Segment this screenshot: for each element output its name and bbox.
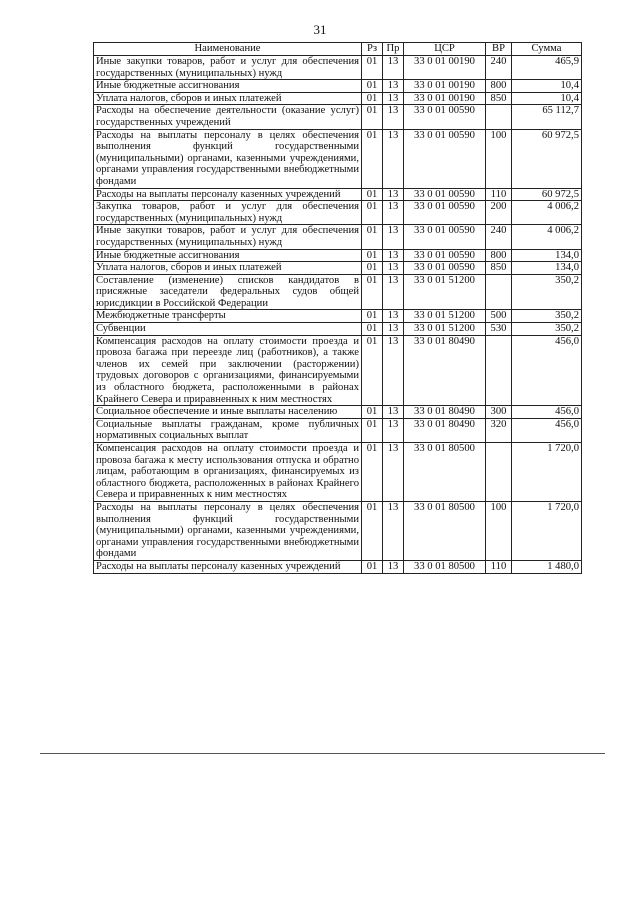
cell-csr: 33 0 01 00590 — [404, 105, 486, 129]
cell-rz: 01 — [362, 188, 383, 201]
cell-name: Расходы на выплаты персоналу казенных учреждений — [94, 188, 362, 201]
cell-name: Уплата налогов, сборов и иных платежей — [94, 92, 362, 105]
table-row — [94, 406, 582, 419]
cell-pr: 13 — [383, 323, 404, 336]
table-row — [94, 335, 582, 406]
cell-rz: 01 — [362, 418, 383, 442]
cell-rz: 01 — [362, 262, 383, 275]
cell-rz: 01 — [362, 310, 383, 323]
cell-rz: 01 — [362, 443, 383, 502]
table-row — [94, 225, 582, 249]
cell-csr: 33 0 01 00190 — [404, 56, 486, 80]
table-row — [94, 92, 582, 105]
cell-vr: 800 — [486, 80, 512, 93]
cell-name: Социальные выплаты гражданам, кроме публичных нормативных социальных выплат — [94, 418, 362, 442]
cell-rz: 01 — [362, 80, 383, 93]
cell-vr: 530 — [486, 323, 512, 336]
cell-name: Субвенции — [94, 323, 362, 336]
cell-pr: 13 — [383, 188, 404, 201]
cell-name: Уплата налогов, сборов и иных платежей — [94, 262, 362, 275]
cell-csr: 33 0 01 80500 — [404, 443, 486, 502]
table-header-row — [94, 43, 582, 56]
cell-csr: 33 0 01 80490 — [404, 406, 486, 419]
cell-csr: 33 0 01 00590 — [404, 201, 486, 225]
cell-pr: 13 — [383, 129, 404, 188]
cell-name: Иные закупки товаров, работ и услуг для обеспечения государственных (муниципальных) нужд — [94, 225, 362, 249]
cell-vr: 300 — [486, 406, 512, 419]
cell-sum: 4 006,2 — [512, 225, 582, 249]
cell-rz: 01 — [362, 201, 383, 225]
cell-csr: 33 0 01 00590 — [404, 188, 486, 201]
cell-pr: 13 — [383, 310, 404, 323]
cell-sum: 4 006,2 — [512, 201, 582, 225]
bottom-rule — [40, 753, 605, 754]
cell-csr: 33 0 01 51200 — [404, 274, 486, 310]
cell-sum: 1 480,0 — [512, 560, 582, 573]
cell-sum: 456,0 — [512, 335, 582, 406]
budget-table — [93, 42, 582, 574]
cell-csr: 33 0 01 00190 — [404, 80, 486, 93]
cell-csr: 33 0 01 00590 — [404, 262, 486, 275]
cell-csr: 33 0 01 51200 — [404, 323, 486, 336]
cell-vr: 240 — [486, 56, 512, 80]
cell-vr: 500 — [486, 310, 512, 323]
cell-name: Иные закупки товаров, работ и услуг для обеспечения государственных (муниципальных) нужд — [94, 56, 362, 80]
cell-sum: 60 972,5 — [512, 188, 582, 201]
header-rz: Рз — [362, 43, 383, 56]
table-row — [94, 274, 582, 310]
table-row — [94, 188, 582, 201]
cell-pr: 13 — [383, 80, 404, 93]
cell-vr: 100 — [486, 129, 512, 188]
cell-pr: 13 — [383, 501, 404, 560]
cell-vr — [486, 105, 512, 129]
cell-rz: 01 — [362, 225, 383, 249]
cell-pr: 13 — [383, 274, 404, 310]
table-row — [94, 310, 582, 323]
cell-pr: 13 — [383, 262, 404, 275]
cell-vr: 800 — [486, 249, 512, 262]
cell-name: Иные бюджетные ассигнования — [94, 249, 362, 262]
cell-name: Расходы на обеспечение деятельности (оказание услуг) государственных учреждений — [94, 105, 362, 129]
cell-name: Расходы на выплаты персоналу в целях обеспечения выполнения функций государственными (муниципальными) органами, казенными учреждениями, органами управления государственными внебюджетными фондами — [94, 129, 362, 188]
header-pr: Пр — [383, 43, 404, 56]
table-row — [94, 323, 582, 336]
cell-sum: 1 720,0 — [512, 443, 582, 502]
table-row — [94, 249, 582, 262]
cell-csr: 33 0 01 00590 — [404, 225, 486, 249]
cell-csr: 33 0 01 00190 — [404, 92, 486, 105]
cell-csr: 33 0 01 00590 — [404, 249, 486, 262]
cell-rz: 01 — [362, 274, 383, 310]
cell-rz: 01 — [362, 249, 383, 262]
cell-name: Социальное обеспечение и иные выплаты населению — [94, 406, 362, 419]
table-body — [94, 56, 582, 574]
cell-vr — [486, 274, 512, 310]
cell-sum: 65 112,7 — [512, 105, 582, 129]
cell-csr: 33 0 01 51200 — [404, 310, 486, 323]
cell-name: Компенсация расходов на оплату стоимости проезда и провоза багажа к месту использования отпуска и обратно лицам, работающим в организациях, финансируемых из областного бюджета, расположенных в районах Крайнего Севера и приравненных к ним местностях — [94, 443, 362, 502]
cell-pr: 13 — [383, 443, 404, 502]
table-row — [94, 262, 582, 275]
header-vr: ВР — [486, 43, 512, 56]
cell-sum: 456,0 — [512, 406, 582, 419]
cell-sum: 350,2 — [512, 323, 582, 336]
cell-pr: 13 — [383, 335, 404, 406]
cell-sum: 10,4 — [512, 80, 582, 93]
cell-sum: 350,2 — [512, 310, 582, 323]
table-row — [94, 560, 582, 573]
table-row — [94, 56, 582, 80]
cell-pr: 13 — [383, 201, 404, 225]
cell-vr: 200 — [486, 201, 512, 225]
cell-rz: 01 — [362, 105, 383, 129]
cell-sum: 350,2 — [512, 274, 582, 310]
cell-rz: 01 — [362, 335, 383, 406]
cell-name: Расходы на выплаты персоналу в целях обеспечения выполнения функций государственными (муниципальными) органами, казенными учреждениями, органами управления государственными внебюджетными фондами — [94, 501, 362, 560]
cell-pr: 13 — [383, 406, 404, 419]
cell-rz: 01 — [362, 129, 383, 188]
cell-sum: 1 720,0 — [512, 501, 582, 560]
cell-pr: 13 — [383, 225, 404, 249]
table-row — [94, 418, 582, 442]
cell-vr: 110 — [486, 560, 512, 573]
cell-sum: 10,4 — [512, 92, 582, 105]
table-row — [94, 443, 582, 502]
cell-pr: 13 — [383, 560, 404, 573]
cell-rz: 01 — [362, 323, 383, 336]
cell-sum: 134,0 — [512, 249, 582, 262]
cell-pr: 13 — [383, 418, 404, 442]
cell-name: Составление (изменение) списков кандидатов в присяжные заседатели федеральных судов общей юрисдикции в Российской Федерации — [94, 274, 362, 310]
cell-rz: 01 — [362, 560, 383, 573]
table-row — [94, 80, 582, 93]
cell-vr: 110 — [486, 188, 512, 201]
cell-vr — [486, 335, 512, 406]
cell-name: Расходы на выплаты персоналу казенных учреждений — [94, 560, 362, 573]
cell-rz: 01 — [362, 92, 383, 105]
cell-rz: 01 — [362, 406, 383, 419]
cell-vr: 850 — [486, 92, 512, 105]
cell-vr: 850 — [486, 262, 512, 275]
cell-pr: 13 — [383, 105, 404, 129]
cell-csr: 33 0 01 80500 — [404, 560, 486, 573]
cell-sum: 60 972,5 — [512, 129, 582, 188]
header-sum: Сумма — [512, 43, 582, 56]
cell-pr: 13 — [383, 249, 404, 262]
header-csr: ЦСР — [404, 43, 486, 56]
cell-sum: 465,9 — [512, 56, 582, 80]
cell-sum: 456,0 — [512, 418, 582, 442]
cell-name: Компенсация расходов на оплату стоимости проезда и провоза багажа при переезде лиц (работников), а также членов их семей при заключении (расторжении) трудовых договоров с организациями, финансируемыми из областного бюджета, расположенными в районах Крайнего Севера и приравненных к ним местностях — [94, 335, 362, 406]
table-row — [94, 105, 582, 129]
cell-vr — [486, 443, 512, 502]
cell-csr: 33 0 01 00590 — [404, 129, 486, 188]
cell-pr: 13 — [383, 56, 404, 80]
cell-sum: 134,0 — [512, 262, 582, 275]
cell-rz: 01 — [362, 501, 383, 560]
page-number: 31 — [313, 22, 327, 37]
cell-csr: 33 0 01 80490 — [404, 418, 486, 442]
table-row — [94, 129, 582, 188]
table-row — [94, 501, 582, 560]
cell-name: Закупка товаров, работ и услуг для обеспечения государственных (муниципальных) нужд — [94, 201, 362, 225]
cell-rz: 01 — [362, 56, 383, 80]
cell-csr: 33 0 01 80500 — [404, 501, 486, 560]
cell-pr: 13 — [383, 92, 404, 105]
header-name: Наименование — [94, 43, 362, 56]
cell-vr: 320 — [486, 418, 512, 442]
cell-name: Межбюджетные трансферты — [94, 310, 362, 323]
cell-vr: 240 — [486, 225, 512, 249]
table-row — [94, 201, 582, 225]
cell-vr: 100 — [486, 501, 512, 560]
cell-csr: 33 0 01 80490 — [404, 335, 486, 406]
cell-name: Иные бюджетные ассигнования — [94, 80, 362, 93]
